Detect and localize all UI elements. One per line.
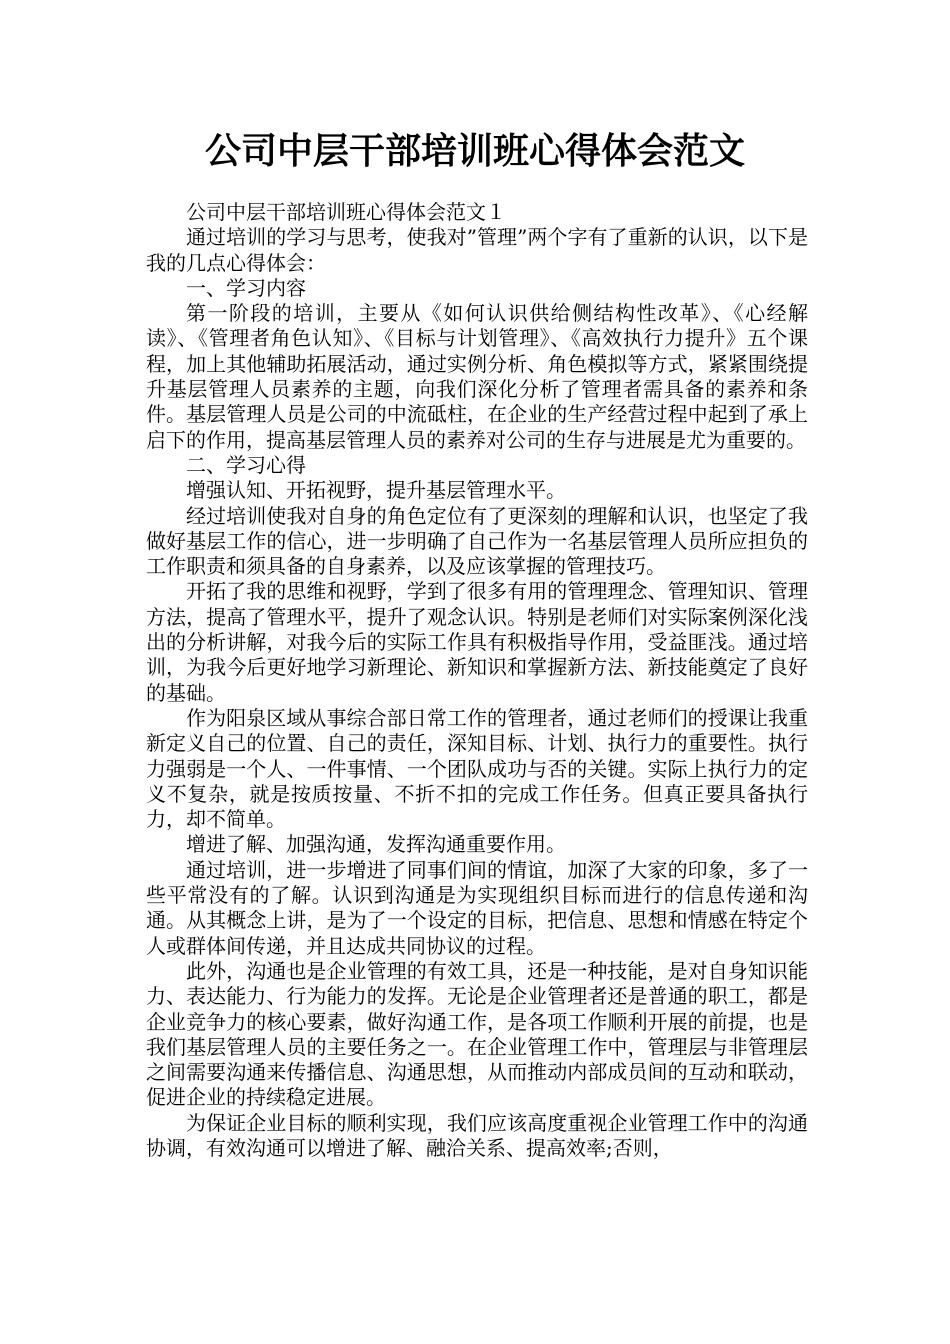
paragraph: 第一阶段的培训，主要从《如何认识供给侧结构性改革》、《心经解读》、《管理者角色认知》、《目标与计划管理》、《高效执行力提升》五个课程，加上其他辅助拓展活动，通过实例分析、角色模拟等方式，紧紧围绕提升基层管理人员素养的主题，向我们深化分析了管理者需具备的素养和条件。基层管理人员是公司的中流砥柱，在企业的生产经营过程中起到了承上启下的作用，提高基层管理人员的素养对公司的生存与进展是尤为重要的。 (146, 301, 808, 452)
paragraph: 通过培训的学习与思考，使我对”管理”两个字有了重新的认识，以下是我的几点心得体会： (146, 225, 808, 275)
paragraph: 此外，沟通也是企业管理的有效工具，还是一种技能，是对自身知识能力、表达能力、行为能力的发挥。无论是企业管理者还是普通的职工，都是企业竞争力的核心要素，做好沟通工作，是各项工作顺利开展的前提，也是我们基层管理人员的主要任务之一。在企业管理工作中，管理层与非管理层之间需要沟通来传播信息、沟通思想，从而推动内部成员间的互动和联动，促进企业的持续稳定进展。 (146, 958, 808, 1110)
section-heading: 一、学习内容 (186, 275, 306, 300)
document-body (146, 200, 808, 1161)
paragraph: 增强认知、开拓视野，提升基层管理水平。 (186, 478, 566, 503)
section-heading: 二、学习心得 (186, 452, 306, 477)
paragraph: 增进了解、加强沟通，发挥沟通重要作用。 (186, 832, 566, 857)
paragraph: 通过培训，进一步增进了同事们间的情谊，加深了大家的印象，多了一些平常没有的了解。认识到沟通是为实现组织目标而进行的信息传递和沟通。从其概念上讲，是为了一个设定的目标，把信息、思想和情感在特定个人或群体间传递，并且达成共同协议的过程。 (146, 857, 808, 958)
paragraph: 开拓了我的思维和视野，学到了很多有用的管理理念、管理知识、管理方法，提高了管理水平，提升了观念认识。特别是老师们对实际案例深化浅出的分析讲解，对我今后的实际工作具有积极指导作用，受益匪浅。通过培训，为我今后更好地学习新理论、新知识和掌握新方法、新技能奠定了良好的基础。 (146, 579, 808, 705)
document-title: 公司中层干部培训班心得体会范文 (204, 131, 745, 172)
paragraph: 为保证企业目标的顺利实现，我们应该高度重视企业管理工作中的沟通协调，有效沟通可以增进了解、融洽关系、提高效率;否则， (146, 1110, 808, 1160)
paragraph: 经过培训使我对自身的角色定位有了更深刻的理解和认识，也坚定了我做好基层工作的信心，进一步明确了自己作为一名基层管理人员所应担负的工作职责和须具备的自身素养，以及应该掌握的管理技巧。 (146, 503, 808, 579)
paragraph: 公司中层干部培训班心得体会范文１ (186, 200, 506, 224)
paragraph: 作为阳泉区域从事综合部日常工作的管理者，通过老师们的授课让我重新定义自己的位置、自己的责任，深知目标、计划、执行力的重要性。执行力强弱是一个人、一件事情、一个团队成功与否的关键。实际上执行力的定义不复杂，就是按质按量、不折不扣的完成工作任务。但真正要具备执行力，却不简单。 (146, 705, 808, 832)
